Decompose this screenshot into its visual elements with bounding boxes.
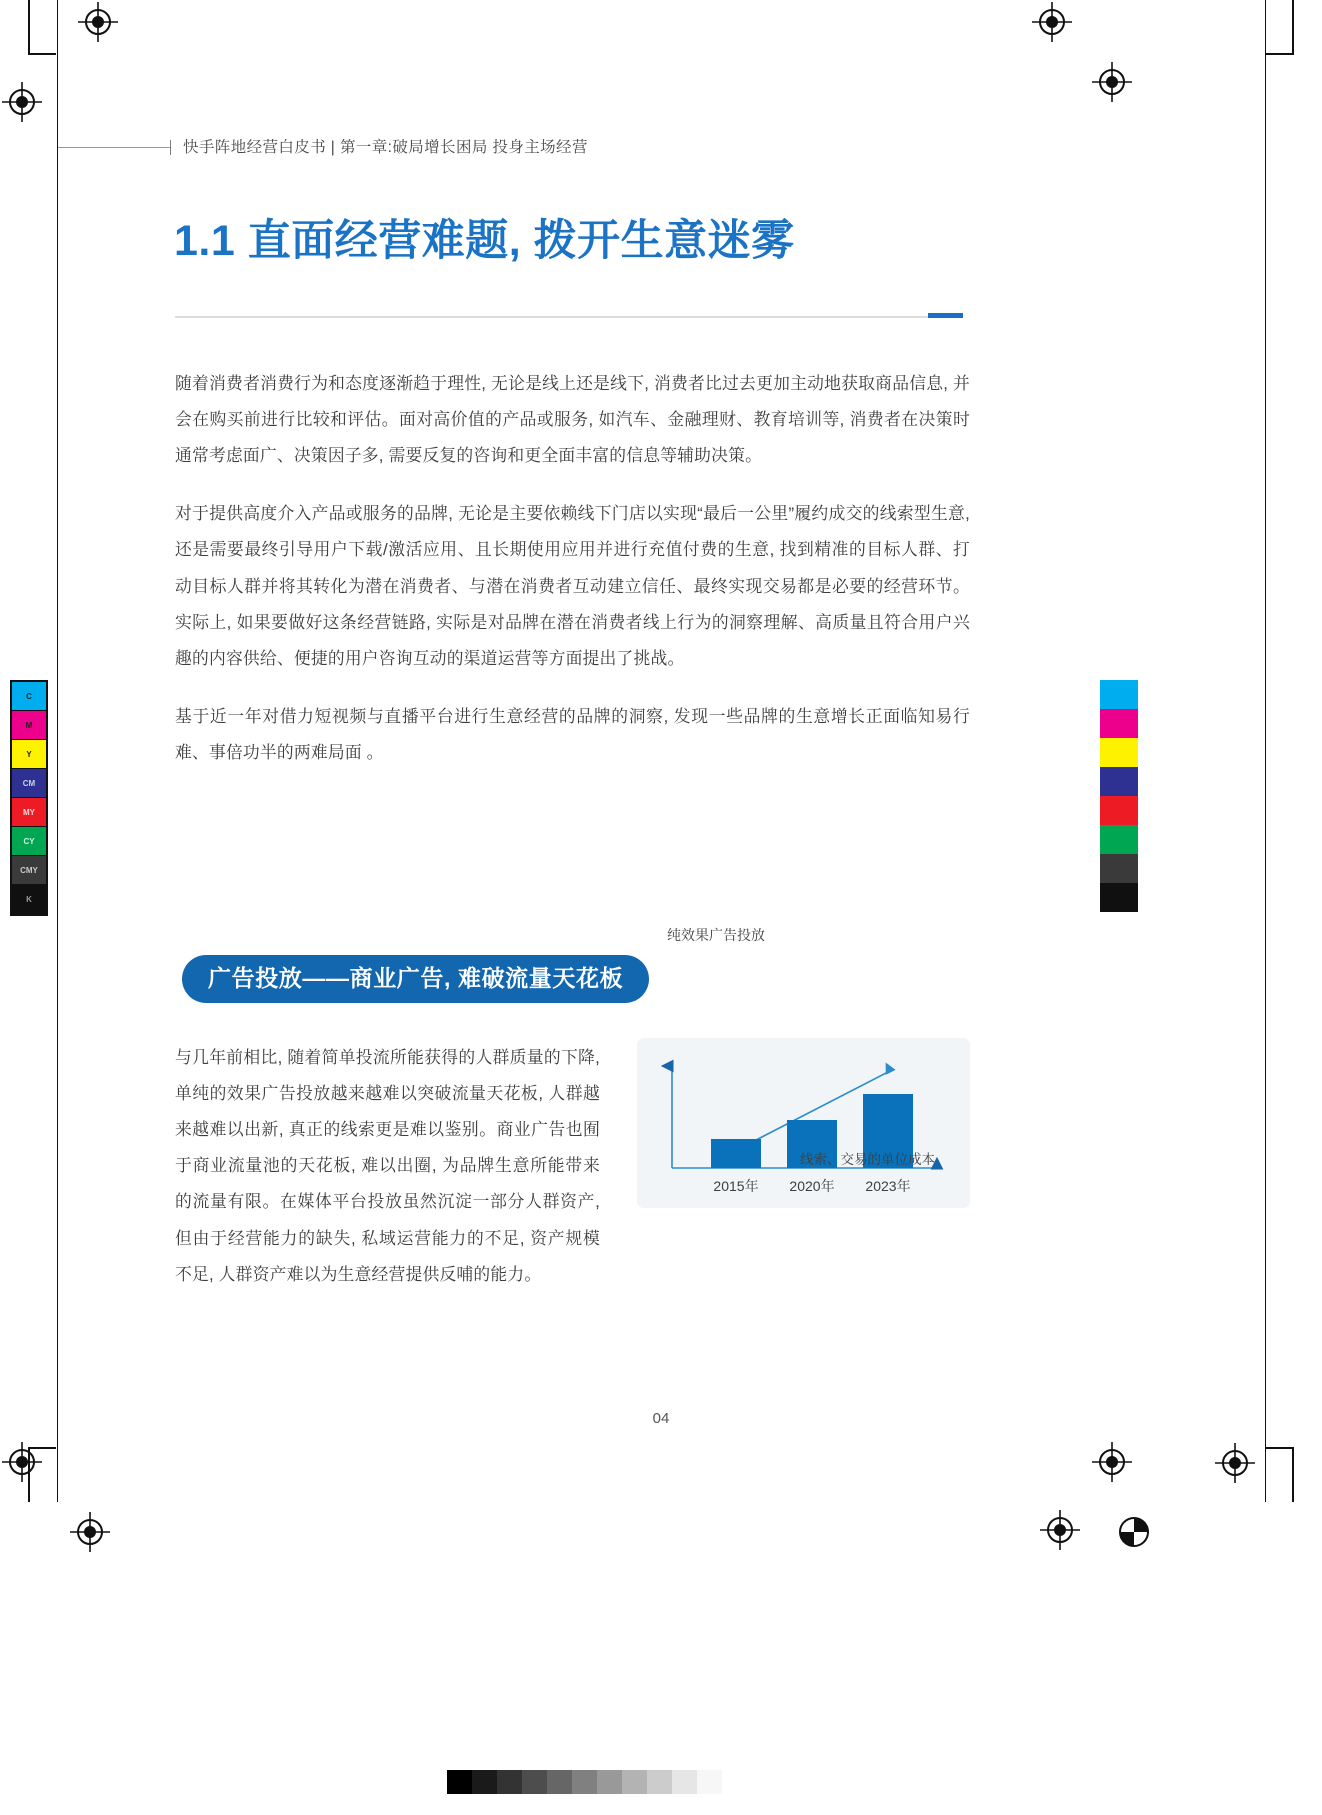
header-rule: [58, 147, 170, 148]
section-pill-heading: 广告投放——商业广告, 难破流量天花板: [182, 955, 649, 1003]
header-breadcrumb: 快手阵地经营白皮书 | 第一章:破局增长困局 投身主场经营: [183, 139, 588, 156]
gray-step: [697, 1770, 722, 1794]
cmyk-swatch: K: [12, 885, 46, 914]
gray-step: [672, 1770, 697, 1794]
running-header: [58, 140, 818, 156]
title-divider-accent: [928, 313, 963, 318]
intro-body: [175, 366, 970, 771]
page-title: 1.1 直面经营难题, 拨开生意迷雾: [174, 217, 795, 265]
chart-x-tick-label: 2020年: [789, 1178, 835, 1194]
title-divider: [175, 316, 962, 318]
cmyk-swatch: MY: [12, 798, 46, 827]
gray-step: [447, 1770, 472, 1794]
chart-y-axis-label: 纯效果广告投放: [667, 927, 765, 943]
header-tick: [170, 140, 171, 155]
grayscale-calibration-strip: [447, 1770, 722, 1794]
cmyk-swatch: CY: [12, 827, 46, 856]
paragraph: 与几年前相比, 随着简单投流所能获得的人群质量的下降, 单纯的效果广告投放越来越难以突破流量天花板, 人群越来越难以出新, 真正的线索更是难以鉴别。商业广告也囿于商业流量池的天花板, 难以出圈, 为品牌生意所能带来的流量有限。在媒体平台投放虽然沉淀一部分人群资产, 但由于经营能力的缺失, 私域运营能力的不足, 资产规模不足, 人群资产难以为生意经营提供反哺的能力。: [175, 1048, 600, 1284]
cmyk-swatch: M: [12, 711, 46, 740]
advertising-bar-chart: [637, 1038, 970, 1208]
cmyk-swatch: Y: [12, 740, 46, 769]
chart-x-tick-label: 2015年: [713, 1178, 759, 1194]
cmyk-swatch: CMY: [12, 856, 46, 885]
chart-svg: [637, 1038, 970, 1208]
section-body: [175, 1040, 600, 1293]
gray-step: [622, 1770, 647, 1794]
page-number: 04: [652, 1410, 670, 1427]
paragraph: 随着消费者消费行为和态度逐渐趋于理性, 无论是线上还是线下, 消费者比过去更加主动地获取商品信息, 并会在购买前进行比较和评估。面对高价值的产品或服务, 如汽车、金融理财、教育培训等, 消费者在决策时通常考虑面广、决策因子多, 需要反复的咨询和更全面丰富的信息等辅助决策。: [175, 374, 970, 466]
gray-step: [522, 1770, 547, 1794]
cmyk-swatch: CM: [12, 769, 46, 798]
gray-step: [597, 1770, 622, 1794]
gray-step: [472, 1770, 497, 1794]
cmyk-swatch: C: [12, 682, 46, 711]
gray-step: [547, 1770, 572, 1794]
paragraph: 对于提供高度介入产品或服务的品牌, 无论是主要依赖线下门店以实现“最后一公里”履约成交的线索型生意, 还是需要最终引导用户下载/激活应用、且长期使用应用并进行充值付费的生意, 找到精准的目标人群、打动目标人群并将其转化为潜在消费者、与潜在消费者互动建立信任、最终实现交易都是必要的经营环节。实际上, 如果要做好这条经营链路, 实际是对品牌在潜在消费者线上行为的洞察理解、高质量且符合用户兴趣的内容供给、便捷的用户咨询互动的渠道运营等方面提出了挑战。: [175, 504, 970, 668]
chart-bar: [711, 1139, 761, 1168]
gray-step: [647, 1770, 672, 1794]
chart-x-axis-label: 线索、交易的单位成本: [800, 1152, 935, 1167]
paragraph: 基于近一年对借力短视频与直播平台进行生意经营的品牌的洞察, 发现一些品牌的生意增长正面临知易行难、事倍功半的两难局面 。: [175, 706, 970, 762]
chart-x-tick-label: 2023年: [865, 1178, 911, 1194]
gray-step: [572, 1770, 597, 1794]
gray-step: [497, 1770, 522, 1794]
